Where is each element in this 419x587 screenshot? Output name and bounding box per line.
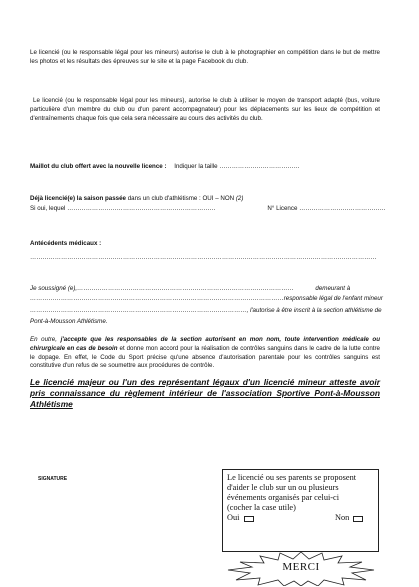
oui-label: Oui (227, 513, 240, 523)
maillot-label: Maillot du club offert avec la nouvelle licence : (30, 163, 167, 170)
maillot-size-field[interactable]: ………………………………… (219, 163, 300, 170)
oui-checkbox[interactable] (244, 516, 254, 522)
declaration-line-3 (30, 307, 390, 316)
rules-attestation: Le licencié majeur ou l'un des représentant légaux d'un licencié mineur atteste avoir pris connaissance du règlement intérieur de l'association Sportive Pont-à-Mousson Athlétisme (30, 377, 380, 409)
declaration-autorise: , l'autorise à être inscrit à la section athlétisme de (246, 307, 382, 314)
oui-option (227, 513, 254, 523)
declaration-demeurant: demeurant à (315, 285, 351, 292)
maillot-line (30, 163, 390, 172)
medical-history-title: Antécédents médicaux : (30, 240, 102, 247)
declaration-responsable: responsable légal de l'enfant mineur (283, 295, 383, 302)
photo-consent-paragraph: Le licencié (ou le responsable légal pour les mineurs) autorise le club à le photographier en compétition dans le but de mettre les photos et les résultats des épreuves sur le site et la page Facebook du club. (30, 49, 380, 65)
volunteer-box (222, 469, 379, 552)
declaration-club: Pont-à-Mousson Athlétisme. (30, 318, 108, 325)
declaration-address-field[interactable]: …………………………………………………………………………………………………………… (30, 295, 284, 302)
medical-consent-intro: En outre, (30, 336, 57, 343)
declaration-name-field[interactable]: …………………………………………………………………………………………… (77, 285, 294, 292)
merci-text: MERCI (282, 561, 320, 573)
volunteer-instruction: (cocher la case utile) (227, 503, 296, 513)
previous-club-label: Si oui, lequel (30, 205, 66, 212)
medical-consent-rest: et donne mon accord pour la réalisation de contrôles sanguins dans le cadre de la lutte contre le dopage. En effet, le Code du Sport précise qu'une absence d'autorisation parentale pour les contrôles sanguins est constitutive d'un refus de se soumettre aux procédures de contrôle. (30, 344, 380, 370)
previous-club-line (30, 205, 390, 214)
declaration-child-field[interactable]: …………………………………………………………………………………………… (30, 307, 247, 314)
licence-number-label: N° Licence (267, 205, 298, 212)
declaration-line-1 (30, 285, 390, 294)
previous-licence-note: (2) (235, 195, 244, 202)
volunteer-text: Le licencié ou ses parents se proposent d'aider le club sur un ou plusieurs événements organisés par celui-ci (227, 473, 357, 503)
non-option (335, 513, 363, 523)
previous-club-field[interactable]: ……………………………………………………………… (67, 205, 216, 212)
previous-licence-line (30, 195, 390, 204)
medical-history-field[interactable]: …………………………………………………………………………………………………………………………………………………… (30, 254, 377, 261)
signature-label: SIGNATURE (38, 476, 68, 482)
medical-consent-bold: j'accepte que les responsables de la section autorisent en mon nom, toute intervention médicale ou chirurgicale en cas de besoin (30, 336, 380, 352)
previous-licence-label: Déjà licencié(e) la saison passée (30, 195, 126, 202)
licence-number-field[interactable]: …………………………………… (299, 205, 386, 212)
non-checkbox[interactable] (353, 516, 363, 522)
transport-consent-paragraph: Le licencié (ou le responsable légal pour les mineurs), autorise le club à utiliser le moyen de transport adapté (bus, voiture particulière d'un membre du club ou d'un parent accompagnateur) pour les déplacements sur les lieux de compétition et d'entraînements chaque fois que cela sera nécessaire au cours des activités du club. (30, 97, 380, 122)
declaration-soussigne: Je soussigné (e), (30, 285, 78, 292)
medical-consent-paragraph (30, 336, 380, 371)
maillot-instruction: Indiquer la taille (174, 163, 218, 170)
previous-licence-question: dans un club d'athlétisme : OUI – NON (127, 195, 235, 202)
non-label: Non (335, 513, 350, 523)
declaration-line-2 (30, 295, 390, 304)
merci-burst (226, 552, 376, 586)
volunteer-choices (227, 513, 374, 525)
